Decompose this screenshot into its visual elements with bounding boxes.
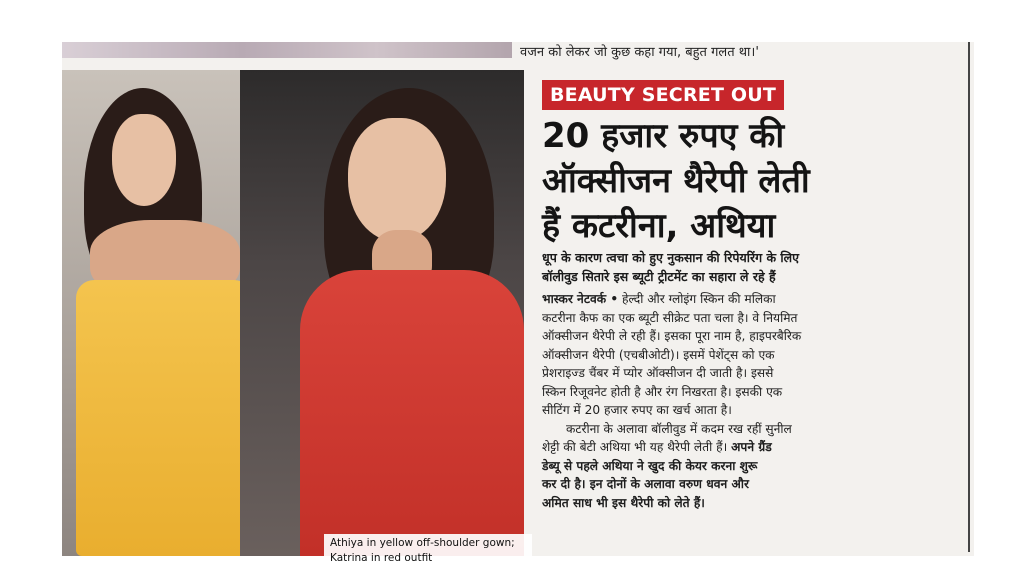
- body-bold-text: अपने ग्रैंड: [731, 440, 772, 454]
- photo-katrina: [240, 70, 524, 556]
- body-line: सीटिंग में 20 हजार रुपए का खर्च आता है।: [542, 403, 732, 417]
- column-rule: [968, 42, 970, 552]
- body-line: कर दी है। इन दोनों के अलावा वरुण धवन और: [542, 477, 749, 491]
- previous-article-text: वजन को लेकर जो कुछ कहा गया, बहुत गलत था।': [520, 45, 759, 60]
- headline-line: ऑक्सीजन थैरेपी लेती: [542, 161, 810, 201]
- body-text: शेट्टी की बेटी अथिया भी यह थैरेपी लेती हैं।: [542, 440, 728, 454]
- body-line: [542, 290, 962, 309]
- body-line: ऑक्सीजन थैरेपी (एचबीओटी)। इसमें पेशेंट्स को एक: [542, 347, 775, 362]
- subhead-line: धूप के कारण त्वचा को हुए नुकसान की रिपेयरिंग के लिए: [542, 250, 800, 265]
- body-line: स्किन रिजूवनेट होती है और रंग निखरता है। इसकी एक: [542, 384, 783, 399]
- body-line: कटरीना कैफ का एक ब्यूटी सीक्रेट पता चला है। वे नियमित: [542, 310, 798, 325]
- photo-athiya: [62, 70, 252, 556]
- headline: [542, 114, 962, 249]
- body-line: प्रेशराइज्ड चैंबर में प्योर ऑक्सीजन दी जाती है। इससे: [542, 366, 774, 380]
- subheadline: [542, 248, 962, 286]
- subhead-line: बॉलीवुड सितारे इस ब्यूटी ट्रीटमेंट का सहारा ले रहे हैं: [542, 269, 776, 284]
- headline-line: हैं कटरीना, अथिया: [542, 206, 776, 246]
- body-line: डेब्यू से पहले अथिया ने खुद की केयर करना शुरू: [542, 458, 758, 473]
- body-line: कटरीना के अलावा बॉलीवुड में कदम रख रहीं सुनील: [566, 421, 792, 436]
- photo-caption: Athiya in yellow off-shoulder gown; Katrina in red outfit: [324, 534, 532, 568]
- article-body: [542, 290, 962, 512]
- body-line: अमित साध भी इस थैरेपी को लेते हैं।: [542, 495, 705, 510]
- article-photo: [62, 70, 524, 564]
- yellow-gown: [76, 280, 252, 556]
- top-image-strip: [62, 42, 512, 58]
- headline-line: 20 हजार रुपए की: [542, 116, 785, 156]
- byline: भास्कर नेटवर्क •: [542, 292, 619, 306]
- newspaper-clipping: [62, 42, 974, 564]
- body-line: [542, 438, 962, 457]
- body-text: हेल्दी और ग्लोइंग स्किन की मलिका: [622, 292, 776, 306]
- body-line: ऑक्सीजन थैरेपी ले रही हैं। इसका पूरा नाम है, हाइपरबैरिक: [542, 329, 802, 343]
- kicker-label: BEAUTY SECRET OUT: [542, 80, 784, 110]
- red-outfit: [300, 270, 524, 556]
